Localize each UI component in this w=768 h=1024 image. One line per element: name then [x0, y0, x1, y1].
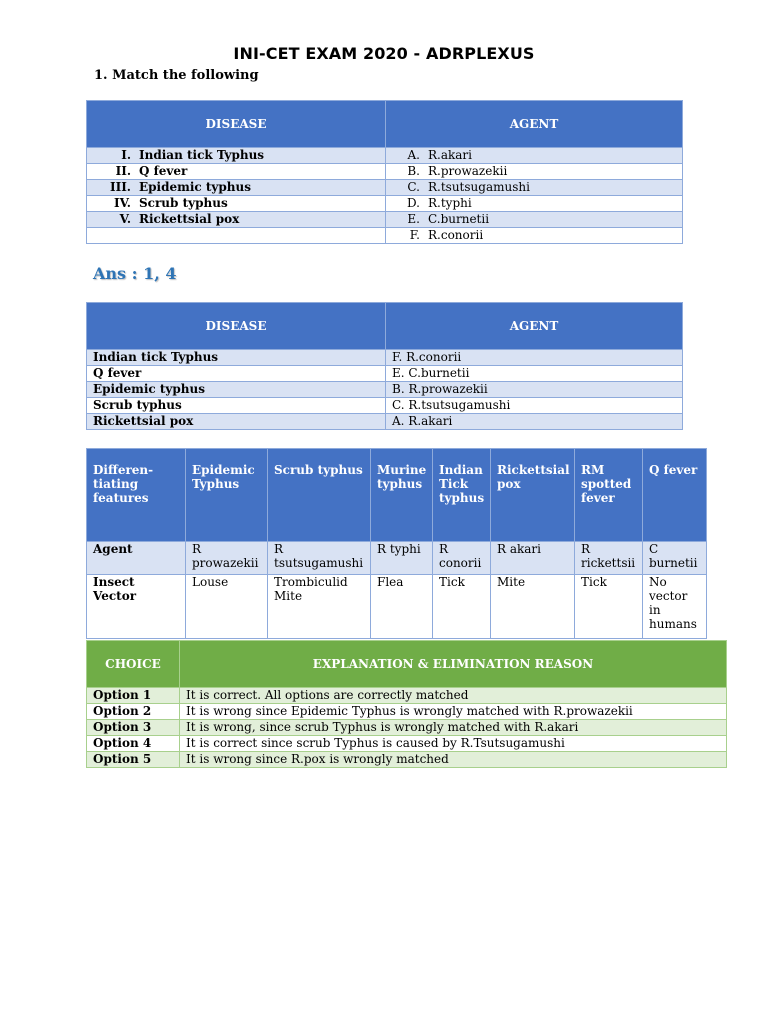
option-explanation: It is wrong since R.pox is wrongly matched [180, 752, 727, 768]
match-table-header [87, 101, 683, 148]
agent-header: AGENT [386, 101, 683, 148]
features-header [87, 449, 707, 542]
features-header-cell: Rickettsial pox [491, 449, 575, 542]
option-label: Option 3 [87, 720, 180, 736]
table-row [87, 148, 683, 164]
disease-header: DISEASE [87, 101, 386, 148]
table-cell: Louse [186, 575, 268, 639]
table-row [87, 350, 683, 366]
agent-name: R.typhi [428, 196, 472, 210]
table-cell: Trombiculid Mite [268, 575, 371, 639]
option-label: Option 1 [87, 688, 180, 704]
table-row [87, 212, 683, 228]
table-cell: No vector in humans [643, 575, 707, 639]
option-explanation: It is wrong, since scrub Typhus is wrongly matched with R.akari [180, 720, 727, 736]
option-label: Option 2 [87, 704, 180, 720]
row-label: Insect Vector [87, 575, 186, 639]
option-explanation: It is wrong since Epidemic Typhus is wrongly matched with R.prowazekii [180, 704, 727, 720]
agent-letter: A. [407, 148, 420, 162]
table-row [87, 720, 727, 736]
table-cell: Tick [575, 575, 643, 639]
agent-letter: B. [407, 164, 420, 178]
disease-name: Rickettsial pox [87, 414, 386, 430]
row-number: IV. [113, 196, 131, 210]
key-table-header [87, 303, 683, 350]
disease-name: Epidemic typhus [87, 382, 386, 398]
table-cell: R typhi [371, 542, 433, 575]
features-header-cell: Murine typhus [371, 449, 433, 542]
features-table [86, 448, 707, 639]
table-row [87, 164, 683, 180]
disease-name: Rickettsial pox [139, 212, 240, 226]
disease-name: Epidemic typhus [139, 180, 251, 194]
table-row [87, 752, 727, 768]
features-header-cell: Epidemic Typhus [186, 449, 268, 542]
table-row [87, 382, 683, 398]
explanation-header: EXPLANATION & ELIMINATION REASON [180, 641, 727, 688]
table-cell: R conorii [433, 542, 491, 575]
choice-header: CHOICE [87, 641, 180, 688]
features-header-cell: RM spotted fever [575, 449, 643, 542]
disease-name: Scrub typhus [139, 196, 228, 210]
table-row [87, 228, 683, 244]
agent-name: B. R.prowazekii [386, 382, 683, 398]
table-row [87, 575, 707, 639]
option-label: Option 5 [87, 752, 180, 768]
table-row [87, 736, 727, 752]
row-number: V. [119, 212, 131, 226]
option-label: Option 4 [87, 736, 180, 752]
row-number: I. [121, 148, 131, 162]
features-header-cell: Q fever [643, 449, 707, 542]
row-number: III. [109, 180, 131, 194]
disease-name: Q fever [139, 164, 188, 178]
table-cell: C burnetii [643, 542, 707, 575]
agent-name: R.prowazekii [428, 164, 508, 178]
disease-name: Indian tick Typhus [87, 350, 386, 366]
disease-name: Scrub typhus [87, 398, 386, 414]
table-row [87, 704, 727, 720]
agent-letter: F. [409, 228, 420, 242]
choice-table-header [87, 641, 727, 688]
table-row [87, 366, 683, 382]
agent-name: C. R.tsutsugamushi [386, 398, 683, 414]
features-header-cell: Differen-tiating features [87, 449, 186, 542]
table-row [87, 414, 683, 430]
table-cell: Tick [433, 575, 491, 639]
disease-header: DISEASE [87, 303, 386, 350]
agent-letter: D. [406, 196, 420, 210]
table-cell: R tsutsugamushi [268, 542, 371, 575]
row-label: Agent [87, 542, 186, 575]
option-explanation: It is correct. All options are correctly matched [180, 688, 727, 704]
agent-name: E. C.burnetii [386, 366, 683, 382]
features-header-cell: Scrub typhus [268, 449, 371, 542]
agent-header: AGENT [386, 303, 683, 350]
table-row [87, 196, 683, 212]
table-cell: Mite [491, 575, 575, 639]
agent-name: R.tsutsugamushi [428, 180, 530, 194]
row-number: II. [115, 164, 131, 178]
table-row [87, 180, 683, 196]
disease-name: Q fever [87, 366, 386, 382]
agent-letter: E. [407, 212, 420, 226]
option-explanation: It is correct since scrub Typhus is caused by R.Tsutsugamushi [180, 736, 727, 752]
match-table [86, 100, 683, 244]
agent-name: C.burnetii [428, 212, 490, 226]
table-cell: Flea [371, 575, 433, 639]
table-cell: R prowazekii [186, 542, 268, 575]
page-title: INI-CET EXAM 2020 - ADRPLEXUS [233, 44, 535, 63]
agent-name: R.akari [428, 148, 473, 162]
table-row [87, 542, 707, 575]
table-cell: R akari [491, 542, 575, 575]
answer-key-table [86, 302, 683, 430]
table-row [87, 398, 683, 414]
answer-text: Ans : 1, 4 [93, 264, 177, 283]
table-cell: R rickettsii [575, 542, 643, 575]
agent-letter: C. [407, 180, 420, 194]
disease-name: Indian tick Typhus [139, 148, 265, 162]
choice-table [86, 640, 727, 768]
question-text: 1. Match the following [94, 68, 259, 83]
agent-name: F. R.conorii [386, 350, 683, 366]
agent-name: A. R.akari [386, 414, 683, 430]
table-row [87, 688, 727, 704]
agent-name: R.conorii [428, 228, 484, 242]
features-header-cell: Indian Tick typhus [433, 449, 491, 542]
